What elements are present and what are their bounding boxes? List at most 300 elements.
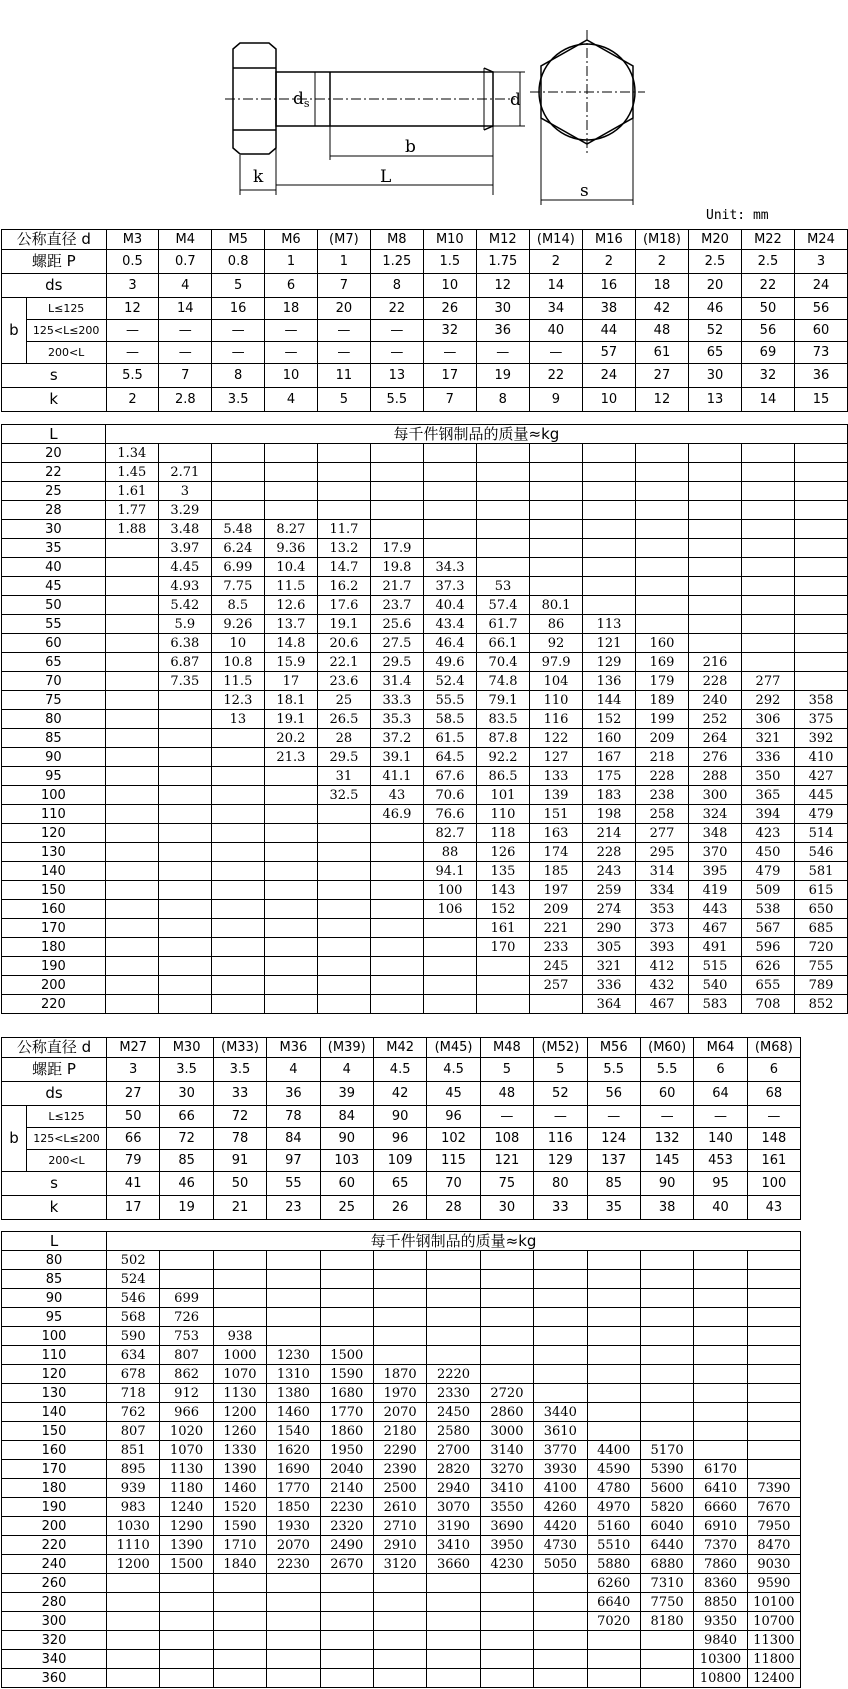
mass-row	[2, 1403, 801, 1422]
mass-value: 185	[530, 862, 583, 881]
mass-value: 12400	[747, 1669, 800, 1688]
row-label: 125<L≤200	[26, 320, 106, 342]
mass-value	[107, 1574, 160, 1593]
mass-value	[427, 1346, 480, 1365]
mass-row	[2, 1498, 801, 1517]
dimension-value: 12	[106, 298, 159, 320]
mass-value: 1.88	[105, 520, 158, 539]
row-label: 200<L	[27, 1150, 107, 1172]
mass-value	[317, 995, 370, 1014]
mass-value: 37.3	[423, 577, 476, 596]
mass-value: 467	[689, 919, 742, 938]
dimension-value: 73	[794, 342, 847, 364]
mass-value: 277	[741, 672, 794, 691]
dimension-value: —	[640, 1106, 693, 1128]
mass-value	[105, 995, 158, 1014]
mass-value: 467	[636, 995, 689, 1014]
mass-value: 34.3	[423, 558, 476, 577]
mass-value: 370	[689, 843, 742, 862]
mass-row	[2, 995, 848, 1014]
mass-value: 419	[689, 881, 742, 900]
mass-value	[264, 938, 317, 957]
length-value: 140	[2, 862, 106, 881]
mass-value: 300	[689, 786, 742, 805]
mass-value: 2230	[267, 1555, 320, 1574]
mass-value: 2610	[373, 1498, 426, 1517]
mass-value	[587, 1251, 640, 1270]
length-value: 150	[2, 881, 106, 900]
mass-value: 1970	[373, 1384, 426, 1403]
mass-value	[320, 1327, 373, 1346]
label-s: s	[580, 181, 589, 201]
mass-value	[427, 1308, 480, 1327]
mass-value: 4400	[587, 1441, 640, 1460]
mass-value: 306	[741, 710, 794, 729]
mass-value	[105, 976, 158, 995]
mass-value: 3440	[534, 1403, 587, 1422]
mass-value	[694, 1384, 747, 1403]
mass-value	[477, 976, 530, 995]
mass-value	[211, 919, 264, 938]
mass-value: 2700	[427, 1441, 480, 1460]
mass-value	[373, 1650, 426, 1669]
mass-value: 9.36	[264, 539, 317, 558]
mass-value: 789	[794, 976, 847, 995]
mass-value: 479	[794, 805, 847, 824]
size-header: M12	[476, 230, 529, 250]
dimension-value: —	[480, 1106, 533, 1128]
mass-value	[158, 729, 211, 748]
dimension-value: 8	[212, 364, 265, 388]
mass-value	[636, 520, 689, 539]
mass-value	[370, 995, 423, 1014]
dimension-value: 109	[373, 1150, 426, 1172]
mass-value	[423, 995, 476, 1014]
dimension-value: 84	[320, 1106, 373, 1128]
mass-value: 2140	[320, 1479, 373, 1498]
size-header: (M52)	[534, 1038, 587, 1058]
mass-value	[530, 463, 583, 482]
mass-value: 61.7	[477, 615, 530, 634]
size-header: M36	[267, 1038, 320, 1058]
mass-value: 6410	[694, 1479, 747, 1498]
dimension-value: —	[265, 320, 318, 342]
dimension-value: 26	[373, 1196, 426, 1220]
mass-value: 152	[477, 900, 530, 919]
mass-value	[427, 1593, 480, 1612]
length-value: 120	[2, 1365, 107, 1384]
mass-value	[105, 558, 158, 577]
mass-row	[2, 1346, 801, 1365]
mass-value: 64.5	[423, 748, 476, 767]
dimension-value: 2	[529, 250, 582, 274]
mass-value: 8850	[694, 1593, 747, 1612]
mass-value: 5510	[587, 1536, 640, 1555]
dimension-value: 56	[587, 1082, 640, 1106]
mass-value: 209	[636, 729, 689, 748]
mass-value	[160, 1650, 213, 1669]
row-label: s	[2, 364, 107, 388]
mass-value: 9590	[747, 1574, 800, 1593]
length-header: L	[2, 425, 106, 444]
mass-value	[158, 976, 211, 995]
length-value: 200	[2, 1517, 107, 1536]
mass-value: 118	[477, 824, 530, 843]
dimension-value: 65	[689, 342, 742, 364]
mass-value	[694, 1327, 747, 1346]
mass-value: 3.48	[158, 520, 211, 539]
mass-value	[477, 463, 530, 482]
mass-value	[105, 938, 158, 957]
mass-value: 2070	[267, 1536, 320, 1555]
mass-value: 13.7	[264, 615, 317, 634]
mass-row	[2, 1365, 801, 1384]
mass-value: 7950	[747, 1517, 800, 1536]
mass-value: 1460	[213, 1479, 266, 1498]
dimension-value: 1	[265, 250, 318, 274]
mass-value	[534, 1327, 587, 1346]
mass-value	[530, 577, 583, 596]
dimension-value: 72	[213, 1106, 266, 1128]
length-value: 260	[2, 1574, 107, 1593]
mass-value: 43.4	[423, 615, 476, 634]
dimension-value: 60	[794, 320, 847, 342]
mass-value	[747, 1289, 800, 1308]
mass-value: 7750	[640, 1593, 693, 1612]
mass-value: 2290	[373, 1441, 426, 1460]
mass-value: 851	[107, 1441, 160, 1460]
mass-value: 25	[317, 691, 370, 710]
dimension-value: 85	[587, 1172, 640, 1196]
row-label: ds	[2, 274, 107, 298]
mass-row	[2, 1574, 801, 1593]
mass-value: 31.4	[370, 672, 423, 691]
mass-value: 10100	[747, 1593, 800, 1612]
mass-value	[694, 1251, 747, 1270]
dimension-value: 10	[582, 388, 635, 412]
dimension-value: 33	[213, 1082, 266, 1106]
dimension-value: 121	[480, 1150, 533, 1172]
dimension-value: 7	[317, 274, 370, 298]
mass-value: 295	[636, 843, 689, 862]
mass-value	[267, 1650, 320, 1669]
dimension-value: 21	[213, 1196, 266, 1220]
dimension-value: 32	[741, 364, 794, 388]
mass-value: 277	[636, 824, 689, 843]
length-value: 160	[2, 1441, 107, 1460]
dimension-value: 16	[582, 274, 635, 298]
dimension-value: 42	[373, 1082, 426, 1106]
mass-row	[2, 1251, 801, 1270]
mass-value	[480, 1669, 533, 1688]
mass-value	[158, 919, 211, 938]
mass-value: 15.9	[264, 653, 317, 672]
mass-value: 939	[107, 1479, 160, 1498]
mass-value: 4420	[534, 1517, 587, 1536]
dimension-value: 90	[320, 1128, 373, 1150]
mass-value	[160, 1270, 213, 1289]
size-header: M27	[107, 1038, 160, 1058]
length-value: 100	[2, 1327, 107, 1346]
row-label: L≤125	[27, 1106, 107, 1128]
mass-value: 509	[741, 881, 794, 900]
mass-value	[636, 596, 689, 615]
mass-value: 365	[741, 786, 794, 805]
mass-value	[689, 558, 742, 577]
mass-value	[267, 1308, 320, 1327]
mass-value: 43	[370, 786, 423, 805]
mass-value: 169	[636, 653, 689, 672]
dimension-value: 2	[635, 250, 688, 274]
dimension-value: 72	[160, 1128, 213, 1150]
mass-value: 5.42	[158, 596, 211, 615]
mass-value: 567	[741, 919, 794, 938]
mass-value	[320, 1251, 373, 1270]
mass-value: 39.1	[370, 748, 423, 767]
mass-value	[211, 976, 264, 995]
mass-value: 87.8	[477, 729, 530, 748]
mass-value	[211, 995, 264, 1014]
mass-row	[2, 463, 848, 482]
dimension-value: 2	[106, 388, 159, 412]
length-value: 70	[2, 672, 106, 691]
mass-value	[480, 1308, 533, 1327]
dimension-value: 2.5	[689, 250, 742, 274]
mass-value: 197	[530, 881, 583, 900]
length-value: 65	[2, 653, 106, 672]
dimension-value: 38	[640, 1196, 693, 1220]
mass-value	[105, 539, 158, 558]
mass-value: 122	[530, 729, 583, 748]
mass-value: 2390	[373, 1460, 426, 1479]
mass-value: 762	[107, 1403, 160, 1422]
mass-value: 160	[636, 634, 689, 653]
mass-value	[689, 520, 742, 539]
mass-row	[2, 596, 848, 615]
mass-value	[213, 1251, 266, 1270]
mass-value	[480, 1346, 533, 1365]
mass-value: 252	[689, 710, 742, 729]
length-value: 130	[2, 1384, 107, 1403]
mass-value	[370, 919, 423, 938]
mass-value	[105, 577, 158, 596]
mass-value: 2910	[373, 1536, 426, 1555]
mass-value	[689, 577, 742, 596]
length-value: 80	[2, 1251, 107, 1270]
mass-value	[158, 767, 211, 786]
mass-value: 174	[530, 843, 583, 862]
bolt-drawing	[0, 0, 848, 210]
mass-value: 3410	[427, 1536, 480, 1555]
dimension-value: 6	[694, 1058, 747, 1082]
mass-value	[640, 1251, 693, 1270]
mass-value	[587, 1422, 640, 1441]
mass-value: 23.7	[370, 596, 423, 615]
dimension-value: 23	[267, 1196, 320, 1220]
mass-value: 1200	[107, 1555, 160, 1574]
mass-value: 19.8	[370, 558, 423, 577]
mass-value: 7310	[640, 1574, 693, 1593]
mass-value	[480, 1289, 533, 1308]
mass-value	[105, 862, 158, 881]
dimension-row	[2, 342, 848, 364]
mass-value	[534, 1593, 587, 1612]
dimension-value: 4	[265, 388, 318, 412]
mass-value: 4970	[587, 1498, 640, 1517]
mass-value: 862	[160, 1365, 213, 1384]
mass-value: 4590	[587, 1460, 640, 1479]
mass-value	[530, 444, 583, 463]
mass-value: 6660	[694, 1498, 747, 1517]
dimension-value: 129	[534, 1150, 587, 1172]
mass-value: 10800	[694, 1669, 747, 1688]
mass-value	[741, 463, 794, 482]
mass-value	[213, 1631, 266, 1650]
mass-value: 2500	[373, 1479, 426, 1498]
length-value: 300	[2, 1612, 107, 1631]
mass-value	[694, 1270, 747, 1289]
dimension-value: 30	[689, 364, 742, 388]
mass-value	[158, 805, 211, 824]
mass-value	[211, 862, 264, 881]
dimension-value: 24	[794, 274, 847, 298]
dimension-value: 0.8	[212, 250, 265, 274]
mass-value	[747, 1346, 800, 1365]
mass-value	[427, 1650, 480, 1669]
dimension-value: —	[159, 320, 212, 342]
mass-row	[2, 767, 848, 786]
mass-value	[267, 1612, 320, 1631]
mass-value: 52.4	[423, 672, 476, 691]
length-value: 190	[2, 1498, 107, 1517]
dimension-value: —	[370, 342, 423, 364]
mass-value	[105, 729, 158, 748]
mass-value	[689, 539, 742, 558]
mass-value: 685	[794, 919, 847, 938]
mass-value: 133	[530, 767, 583, 786]
mass-value: 198	[583, 805, 636, 824]
dimension-value: 116	[534, 1128, 587, 1150]
mass-value: 720	[794, 938, 847, 957]
mass-value: 7390	[747, 1479, 800, 1498]
mass-value	[160, 1574, 213, 1593]
mass-row	[2, 1460, 801, 1479]
dimension-value: —	[212, 320, 265, 342]
size-header: M3	[106, 230, 159, 250]
dimension-value: 66	[107, 1128, 160, 1150]
mass-value	[423, 938, 476, 957]
mass-value: 245	[530, 957, 583, 976]
dimension-row	[2, 1172, 801, 1196]
mass-value: 228	[583, 843, 636, 862]
mass-value: 336	[741, 748, 794, 767]
mass-value: 3270	[480, 1460, 533, 1479]
mass-value	[105, 653, 158, 672]
mass-value	[583, 577, 636, 596]
row-label: L≤125	[26, 298, 106, 320]
mass-value	[747, 1460, 800, 1479]
mass-value: 23.6	[317, 672, 370, 691]
mass-value: 228	[689, 672, 742, 691]
mass-value: 1500	[160, 1555, 213, 1574]
mass-value	[105, 805, 158, 824]
mass-row	[2, 957, 848, 976]
mass-value	[320, 1669, 373, 1688]
mass-value: 151	[530, 805, 583, 824]
mass-value: 427	[794, 767, 847, 786]
mass-value: 1840	[213, 1555, 266, 1574]
mass-value: 7.35	[158, 672, 211, 691]
mass-value	[694, 1289, 747, 1308]
mass-value	[158, 957, 211, 976]
mass-value: 218	[636, 748, 689, 767]
mass-value: 412	[636, 957, 689, 976]
dimension-table-1	[1, 229, 848, 412]
length-value: 200	[2, 976, 106, 995]
row-label: ds	[2, 1082, 107, 1106]
mass-value: 28	[317, 729, 370, 748]
mass-value: 515	[689, 957, 742, 976]
dimension-value: 19	[476, 364, 529, 388]
length-value: 25	[2, 482, 106, 501]
mass-value: 6.99	[211, 558, 264, 577]
dimension-value: 5.5	[370, 388, 423, 412]
mass-row	[2, 786, 848, 805]
mass-value	[587, 1669, 640, 1688]
mass-value: 2230	[320, 1498, 373, 1517]
mass-value: 6040	[640, 1517, 693, 1536]
mass-value	[267, 1631, 320, 1650]
mass-value	[317, 900, 370, 919]
length-value: 30	[2, 520, 106, 539]
mass-value	[213, 1574, 266, 1593]
length-value: 55	[2, 615, 106, 634]
dimension-row	[2, 1058, 801, 1082]
mass-value: 1390	[160, 1536, 213, 1555]
mass-value: 4.93	[158, 577, 211, 596]
mass-value: 5170	[640, 1441, 693, 1460]
mass-value: 6910	[694, 1517, 747, 1536]
mass-value: 753	[160, 1327, 213, 1346]
mass-value: 348	[689, 824, 742, 843]
mass-value	[211, 843, 264, 862]
mass-row	[2, 672, 848, 691]
mass-value	[267, 1270, 320, 1289]
row-label: 200<L	[26, 342, 106, 364]
mass-value: 305	[583, 938, 636, 957]
length-value: 360	[2, 1669, 107, 1688]
mass-value: 5.48	[211, 520, 264, 539]
mass-value	[587, 1308, 640, 1327]
dimension-value: 34	[529, 298, 582, 320]
mass-value	[105, 672, 158, 691]
mass-value: 6170	[694, 1460, 747, 1479]
mass-value	[370, 824, 423, 843]
size-header: M10	[423, 230, 476, 250]
mass-value	[741, 482, 794, 501]
mass-value: 2490	[320, 1536, 373, 1555]
mass-value	[427, 1612, 480, 1631]
label-k: k	[253, 167, 264, 187]
mass-value: 583	[689, 995, 742, 1014]
mass-value: 3770	[534, 1441, 587, 1460]
mass-value: 17.6	[317, 596, 370, 615]
mass-value: 127	[530, 748, 583, 767]
mass-value: 106	[423, 900, 476, 919]
label-b: b	[405, 137, 416, 157]
size-header: M22	[741, 230, 794, 250]
mass-value: 1500	[320, 1346, 373, 1365]
